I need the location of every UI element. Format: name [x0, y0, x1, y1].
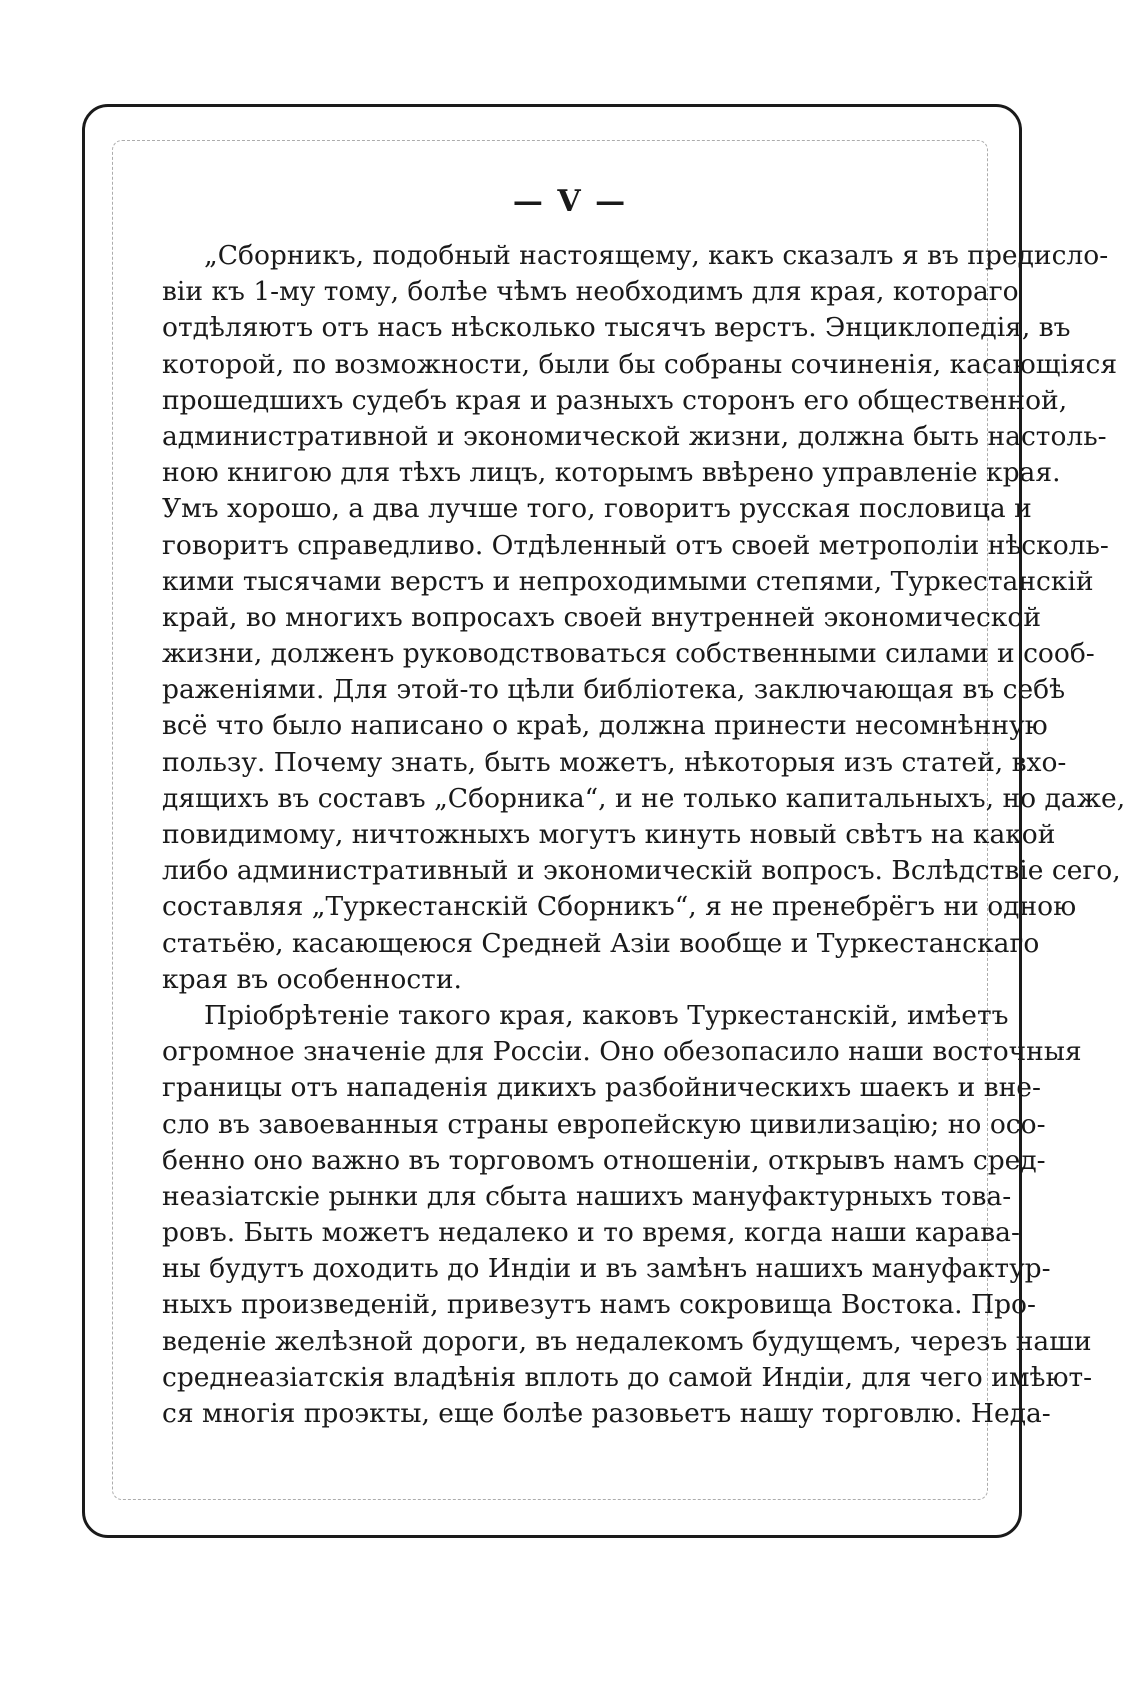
- text-line: пользу. Почему знать, быть можетъ, нѣкоторыя изъ статей, вхо-: [162, 746, 1067, 778]
- text-line: прошедшихъ судебъ края и разныхъ сторонъ его общественной,: [162, 384, 1068, 416]
- text-line: ны будутъ доходить до Индіи и въ замѣнъ нашихъ мануфактур-: [162, 1253, 1051, 1285]
- text-line: край, во многихъ вопросахъ своей внутренней экономической: [162, 601, 1041, 633]
- text-line: кими тысячами верстъ и непроходимыми степями, Туркестанскій: [162, 565, 1094, 597]
- text-line: неазіатскіе рынки для сбыта нашихъ мануфактурныхъ това-: [162, 1180, 1012, 1212]
- text-line: ною книгою для тѣхъ лицъ, которымъ ввѣрено управленіе края.: [162, 457, 1061, 489]
- text-line: ныхъ произведеній, привезутъ намъ сокровища Востока. Про-: [162, 1289, 1036, 1321]
- text-line: административной и экономической жизни, должна быть настоль-: [162, 420, 1107, 452]
- text-line: ся многія проэкты, еще болѣе разовьетъ нашу торговлю. Неда-: [162, 1398, 1051, 1429]
- text-line: всё что было написано о краѣ, должна принести несомнѣнную: [162, 710, 1048, 742]
- text-line: статьёю, касающеюся Средней Азіи вообще и Туркестанскаго: [162, 927, 1040, 959]
- text-line: среднеазіатскія владѣнія вплоть до самой Индіи, для чего имѣют-: [162, 1361, 1093, 1393]
- text-line: повидимому, ничтожныхъ могутъ кинуть новый свѣтъ на какой: [162, 819, 1056, 850]
- text-line: огромное значеніе для Россіи. Оно обезопасило наши восточныя: [162, 1036, 1082, 1068]
- paragraph-2: [162, 998, 1093, 1432]
- text-line: края въ особенности.: [162, 963, 462, 995]
- text-line: „Сборникъ, подобный настоящему, какъ сказалъ я въ предисло-: [204, 240, 1109, 271]
- text-line: бенно оно важно въ торговомъ отношеніи, открывъ намъ сред-: [162, 1144, 1046, 1176]
- text-line: составляя „Туркестанскій Сборникъ“, я не пренебрёгъ ни одною: [162, 891, 1077, 923]
- text-line: Умъ хорошо, а два лучше того, говоритъ русская пословица и: [162, 493, 1032, 525]
- text-line: веденіе желѣзной дороги, въ недалекомъ будущемъ, черезъ наши: [162, 1325, 1092, 1357]
- page-number: — V —: [512, 184, 628, 219]
- body-text: [162, 238, 1126, 1432]
- text-line: раженіями. Для этой-то цѣли библіотека, заключающая въ себѣ: [162, 674, 1066, 706]
- paragraph-1: [162, 238, 1126, 998]
- text-line: дящихъ въ составъ „Сборника“, и не только капитальныхъ, но даже,: [162, 782, 1126, 814]
- text-line: сло въ завоеванныя страны европейскую цивилизацію; но осо-: [162, 1108, 1046, 1140]
- text-line: которой, по возможности, были бы собраны сочиненія, касающіяся: [162, 348, 1118, 380]
- text-line: границы отъ нападенія дикихъ разбойническихъ шаекъ и вне-: [162, 1072, 1041, 1104]
- text-line: жизни, долженъ руководствоваться собственными силами и сооб-: [162, 638, 1095, 670]
- text-line: говоритъ справедливо. Отдѣленный отъ своей метрополіи нѣсколь-: [162, 529, 1109, 561]
- text-line: отдѣляютъ отъ насъ нѣсколько тысячъ верстъ. Энциклопедія, въ: [162, 312, 1071, 344]
- text-line: Пріобрѣтеніе такого края, каковъ Туркестанскій, имѣетъ: [204, 999, 1009, 1031]
- text-line: ровъ. Быть можетъ недалеко и то время, когда наши карава-: [162, 1217, 1020, 1249]
- text-line: либо административный и экономическій вопросъ. Вслѣдствіе сего,: [162, 855, 1121, 887]
- text-line: віи къ 1-му тому, болѣе чѣмъ необходимъ для края, котораго: [162, 276, 1019, 308]
